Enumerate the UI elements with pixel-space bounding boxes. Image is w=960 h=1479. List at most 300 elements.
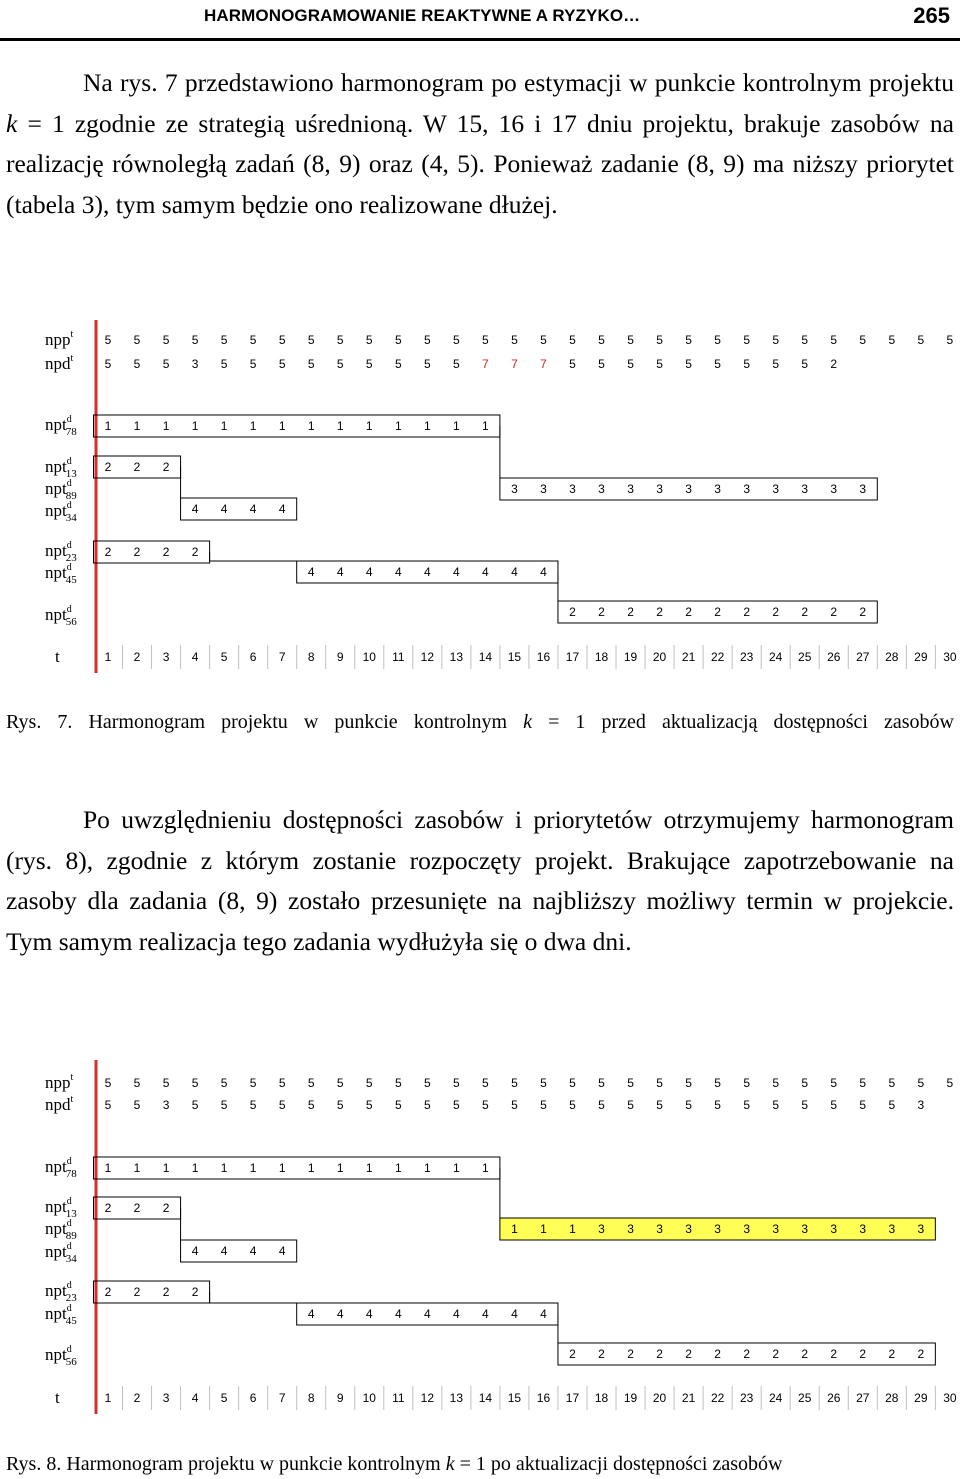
task-56-row-cell: 2	[598, 605, 605, 619]
npp-row-cell: 5	[685, 1076, 692, 1090]
task-78-row-cell: 1	[423, 1161, 431, 1175]
t-tick: 24	[769, 650, 783, 664]
task-56-row-cell: 2	[772, 1347, 780, 1361]
task-89-row-cell: 3	[598, 482, 605, 496]
task-78-row-cell: 1	[307, 419, 315, 433]
npd-row-cell: 3	[191, 357, 199, 371]
npd-row-cell: 5	[307, 357, 315, 371]
npp-row-cell: 5	[162, 1076, 170, 1090]
figure-7-caption-text-b: = 1 przed aktualizacją dostępności zasobów	[532, 711, 954, 733]
task-89-row-cell: 1	[569, 1222, 576, 1236]
npp-row-cell: 5	[423, 1076, 431, 1090]
task-45-row-cell: 4	[307, 565, 315, 579]
npd-row-cell: 5	[569, 1098, 576, 1112]
task-45-row-cell: 4	[365, 1307, 373, 1321]
t-tick: 11	[392, 650, 405, 664]
npd-row-cell: 5	[394, 357, 402, 371]
task-78-row-cell: 1	[220, 419, 228, 433]
npp-row-cell: 5	[307, 1076, 315, 1090]
npd-row-cell: 5	[365, 1098, 373, 1112]
npd-row-cell: 5	[104, 1098, 112, 1112]
task-89-row-cell: 3	[917, 1222, 925, 1236]
task-34-row-cell: 4	[220, 502, 228, 516]
page-header	[0, 0, 960, 40]
npp-row-cell: 5	[482, 333, 489, 347]
task-89-row-cell: 3	[656, 482, 663, 496]
npd-row-cell: 5	[336, 357, 344, 371]
task-45-row-cell: 4	[307, 1307, 315, 1321]
npp-row-cell: 5	[946, 1076, 954, 1090]
npp-label: npp$^t$	[45, 329, 74, 349]
task-78-row-cell: 1	[336, 1161, 344, 1175]
npp-row-cell: 5	[511, 333, 518, 347]
t-tick: 28	[885, 1391, 899, 1405]
npd-row-cell: 5	[656, 357, 663, 371]
npd-row-cell: 5	[598, 357, 605, 371]
npp-row-cell: 5	[772, 333, 780, 347]
task-13-label: npt$^d$ 13	[45, 456, 77, 480]
npp-row-cell: 5	[336, 333, 344, 347]
t-tick: 17	[565, 650, 580, 664]
npd-row-cell: 5	[278, 357, 286, 371]
task-56-row-cell: 2	[830, 1347, 838, 1361]
task-45-row-cell: 4	[511, 565, 518, 579]
schedule-figure-8	[0, 1052, 960, 1432]
task-78-row-bar	[93, 415, 499, 437]
npd-row-cell: 5	[569, 357, 576, 371]
npd-row-cell: 2	[830, 357, 838, 371]
figure-7-caption-k: k	[523, 711, 533, 733]
npp-row-cell: 5	[569, 333, 576, 347]
npp-row-cell: 5	[336, 1076, 344, 1090]
task-78-row-cell: 1	[162, 1161, 170, 1175]
t-tick: 22	[710, 650, 725, 664]
npd-row-cell: 5	[336, 1098, 344, 1112]
task-13-row-cell: 2	[162, 460, 170, 474]
npp-row-cell: 5	[191, 333, 199, 347]
npd-row-cell: 5	[423, 357, 431, 371]
running-title: HARMONOGRAMOWANIE REAKTYWNE A RYZYKO…	[204, 6, 641, 25]
npd-row-cell: 5	[249, 357, 257, 371]
npd-row-cell: 5	[743, 1098, 751, 1112]
figure-8-caption-k: k	[445, 1453, 455, 1475]
paragraph-intro	[6, 63, 954, 225]
npd-row-cell: 5	[133, 1098, 141, 1112]
npd-row-cell: 5	[482, 1098, 489, 1112]
task-56-row-cell: 2	[714, 1347, 721, 1361]
task-34-row-cell: 4	[249, 502, 257, 516]
t-tick: 28	[885, 650, 899, 664]
npp-row-cell: 5	[598, 333, 605, 347]
t-tick: 16	[536, 1391, 551, 1405]
task-89-row-cell: 3	[801, 482, 809, 496]
npp-row-cell: 5	[133, 1076, 141, 1090]
t-tick: 10	[362, 650, 376, 664]
task-45-row-cell: 4	[482, 1307, 489, 1321]
t-tick: 7	[278, 650, 286, 664]
task-34-label: npt$^d$ 34	[45, 1241, 77, 1265]
paragraph-intro-run-1: k	[6, 108, 18, 138]
npp-row-cell: 5	[249, 333, 257, 347]
npp-row-cell: 5	[830, 333, 838, 347]
t-tick: 16	[536, 650, 551, 664]
task-89-row-cell: 3	[888, 1222, 896, 1236]
t-tick: 5	[220, 1391, 228, 1405]
npd-row-cell: 5	[772, 1098, 780, 1112]
task-45-row-cell: 4	[336, 1307, 344, 1321]
npp-row-cell: 5	[627, 1076, 634, 1090]
npp-row-cell: 5	[598, 1076, 605, 1090]
task-78-row-cell: 1	[191, 419, 199, 433]
t-tick: 26	[827, 650, 841, 664]
task-56-row-cell: 2	[917, 1347, 925, 1361]
task-13-row-cell: 2	[162, 1201, 170, 1215]
task-45-row-cell: 4	[336, 565, 344, 579]
t-tick: 12	[420, 1391, 435, 1405]
npd-row-cell: 5	[191, 1098, 199, 1112]
t-tick: 6	[249, 1391, 257, 1405]
t-tick: 30	[943, 650, 957, 664]
npd-row-cell: 3	[917, 1098, 925, 1112]
t-tick: 13	[449, 1391, 464, 1405]
task-23-row-cell: 2	[104, 1285, 112, 1299]
task-78-row-cell: 1	[482, 1161, 489, 1175]
task-78-row-cell: 1	[307, 1161, 315, 1175]
task-89-row-cell: 3	[714, 1222, 721, 1236]
task-56-row-cell: 2	[859, 605, 867, 619]
npp-row-cell: 5	[714, 333, 721, 347]
t-tick: 1	[104, 1391, 112, 1405]
figure-7-caption	[6, 708, 954, 736]
t-tick: 3	[162, 650, 170, 664]
task-45-row-cell: 4	[453, 565, 460, 579]
task-45-row-cell: 4	[540, 565, 547, 579]
npd-row-cell: 5	[220, 1098, 228, 1112]
t-tick: 27	[856, 650, 870, 664]
task-45-row-cell: 4	[511, 1307, 518, 1321]
task-78-label: npt$^d$ 78	[45, 1156, 77, 1180]
task-89-row-cell: 3	[685, 482, 692, 496]
figure-8-label: Rys. 8.	[6, 1453, 62, 1475]
paragraph-intro-run-0: Na rys. 7 przedstawiono harmonogram po estymacji w punkcie kontrolnym projektu	[83, 68, 954, 97]
npp-row-cell: 5	[801, 333, 809, 347]
task-78-row-cell: 1	[133, 419, 141, 433]
schedule-figure-7	[0, 312, 960, 692]
task-45-row-cell: 4	[423, 565, 431, 579]
task-78-row-cell: 1	[423, 419, 431, 433]
task-89-row-cell: 3	[569, 482, 576, 496]
t-tick: 14	[478, 1391, 493, 1405]
figure-7-label: Rys. 7.	[6, 711, 73, 733]
t-tick: 24	[769, 1391, 783, 1405]
task-23-label: npt$^d$ 23	[45, 1280, 77, 1304]
t-tick: 10	[362, 1391, 376, 1405]
task-78-row-cell: 1	[278, 419, 286, 433]
npd-row-cell: 5	[888, 1098, 896, 1112]
npd-row-cell: 7	[511, 357, 518, 371]
t-tick: 22	[710, 1391, 725, 1405]
npd-row-cell: 5	[801, 357, 809, 371]
task-56-row-cell: 2	[627, 605, 634, 619]
task-78-row-cell: 1	[394, 419, 402, 433]
npp-row-cell: 5	[627, 333, 634, 347]
task-34-row-cell: 4	[191, 1244, 199, 1258]
task-56-row-cell: 2	[714, 605, 721, 619]
task-78-row-cell: 1	[453, 419, 460, 433]
task-45-row-cell: 4	[394, 565, 402, 579]
npd-row-cell: 5	[365, 357, 373, 371]
t-tick: 11	[392, 1391, 405, 1405]
header-rule	[0, 38, 960, 41]
task-89-row-cell: 3	[627, 1222, 634, 1236]
task-34-row-cell: 4	[220, 1244, 228, 1258]
npd-row-cell: 5	[714, 1098, 721, 1112]
task-89-row-cell: 3	[859, 1222, 867, 1236]
t-tick: 23	[739, 650, 754, 664]
npd-row-cell: 5	[656, 1098, 663, 1112]
task-56-row-cell: 2	[569, 605, 576, 619]
task-89-row-cell: 3	[830, 482, 838, 496]
t-tick: 29	[914, 650, 928, 664]
npp-row-cell: 5	[569, 1076, 576, 1090]
t-tick: 3	[162, 1391, 170, 1405]
t-tick: 21	[681, 1391, 696, 1405]
npp-row-cell: 5	[220, 333, 228, 347]
npp-row-cell: 5	[278, 333, 286, 347]
task-13-row-cell: 2	[104, 460, 112, 474]
task-78-row-cell: 1	[249, 1161, 257, 1175]
task-23-row-cell: 2	[162, 1285, 170, 1299]
npp-row-cell: 5	[917, 1076, 925, 1090]
npp-row-cell: 5	[540, 333, 547, 347]
npp-row-cell: 5	[714, 1076, 721, 1090]
npp-row-cell: 5	[540, 1076, 547, 1090]
paragraph-after-update: Po uwzględnieniu dostępności zasobów i priorytetów otrzymujemy harmonogram (rys. 8), zgodnie z którym zostanie rozpoczęty projekt. Brakujące zapotrzebowanie na zasoby dla zadania (8, 9) zostało przesunięte na najbliższy możliwy termin w projekcie. Tym samym realizacja tego zadania wydłużyła się o dwa dni.	[6, 805, 954, 956]
t-tick: 14	[478, 650, 493, 664]
task-56-row-cell: 2	[598, 1347, 605, 1361]
npp-row-cell: 5	[946, 333, 954, 347]
task-34-row-cell: 4	[278, 502, 286, 516]
npd-row-cell: 3	[162, 1098, 170, 1112]
t-tick: 18	[594, 1391, 609, 1405]
task-56-row-cell: 2	[743, 605, 751, 619]
npd-row-cell: 5	[859, 1098, 867, 1112]
npp-row-cell: 5	[249, 1076, 257, 1090]
task-56-row-cell: 2	[656, 1347, 663, 1361]
t-label: t	[55, 1388, 60, 1407]
npp-row-cell: 5	[307, 333, 315, 347]
npp-row-cell: 5	[511, 1076, 518, 1090]
task-89-row-cell: 3	[540, 482, 547, 496]
npp-row-cell: 5	[278, 1076, 286, 1090]
task-78-row-cell: 1	[133, 1161, 141, 1175]
npp-row-cell: 5	[888, 1076, 896, 1090]
npd-row-cell: 5	[540, 1098, 547, 1112]
task-78-row-cell: 1	[336, 419, 344, 433]
page-number: 265	[913, 3, 950, 28]
figure-8-caption-text-a: Harmonogram projektu w punkcie kontrolnym	[66, 1453, 446, 1475]
npd-row-cell: 5	[801, 1098, 809, 1112]
t-tick: 9	[336, 1391, 344, 1405]
npp-row-cell: 5	[656, 1076, 663, 1090]
npp-row-cell: 5	[859, 1076, 867, 1090]
task-56-row-cell: 2	[656, 605, 663, 619]
t-tick: 4	[191, 1391, 199, 1405]
npd-row-cell: 5	[162, 357, 170, 371]
task-89-row-cell: 3	[830, 1222, 838, 1236]
task-45-row-cell: 4	[423, 1307, 431, 1321]
npp-row-cell: 5	[453, 333, 460, 347]
task-45-row-cell: 4	[482, 565, 489, 579]
t-tick: 29	[914, 1391, 928, 1405]
t-tick: 25	[798, 650, 812, 664]
npd-row-cell: 5	[133, 357, 141, 371]
npp-row-cell: 5	[162, 333, 170, 347]
npd-label: npd$^t$	[45, 353, 74, 373]
t-tick: 18	[594, 650, 609, 664]
t-tick: 26	[827, 1391, 841, 1405]
figure-8-caption-text-b: = 1 po aktualizacji dostępności zasobów	[454, 1453, 783, 1475]
task-56-row-cell: 2	[685, 1347, 692, 1361]
npd-row-cell: 5	[743, 357, 751, 371]
t-tick: 8	[307, 650, 315, 664]
task-89-row-cell: 1	[540, 1222, 547, 1236]
task-45-row-cell: 4	[394, 1307, 402, 1321]
task-34-row-cell: 4	[191, 502, 199, 516]
t-tick: 15	[507, 650, 522, 664]
npd-row-cell: 5	[453, 357, 460, 371]
task-89-row-cell: 3	[859, 482, 867, 496]
task-89-label: npt$^d$ 89	[45, 478, 77, 502]
task-89-row-cell: 3	[772, 482, 780, 496]
t-tick: 12	[420, 650, 435, 664]
task-78-row-cell: 1	[162, 419, 170, 433]
task-89-row-cell: 3	[743, 1222, 751, 1236]
task-45-label: npt$^d$ 45	[45, 1303, 77, 1327]
t-tick: 17	[565, 1391, 580, 1405]
task-78-row-cell: 1	[104, 1161, 112, 1175]
task-34-label: npt$^d$ 34	[45, 500, 77, 524]
task-78-row-cell: 1	[191, 1161, 199, 1175]
t-tick: 30	[943, 1391, 957, 1405]
npd-row-cell: 5	[104, 357, 112, 371]
task-89-row-cell: 3	[598, 1222, 605, 1236]
npd-row-cell: 5	[714, 357, 721, 371]
task-56-row-cell: 2	[772, 605, 780, 619]
npp-row-cell: 5	[133, 333, 141, 347]
t-tick: 5	[220, 650, 228, 664]
task-78-row-cell: 1	[365, 1161, 373, 1175]
npd-row-cell: 5	[685, 1098, 692, 1112]
npd-row-cell: 5	[685, 357, 692, 371]
task-23-row-cell: 2	[191, 1285, 199, 1299]
t-tick: 21	[681, 650, 696, 664]
task-56-row-cell: 2	[859, 1347, 867, 1361]
npd-row-cell: 7	[540, 357, 547, 371]
npp-row-cell: 5	[453, 1076, 460, 1090]
task-56-row-cell: 2	[743, 1347, 751, 1361]
task-56-row-cell: 2	[685, 605, 692, 619]
figure-8-caption	[6, 1450, 954, 1478]
t-tick: 23	[739, 1391, 754, 1405]
precedence-connector	[210, 1292, 297, 1303]
npp-row-cell: 5	[365, 333, 373, 347]
task-78-row-cell: 1	[365, 419, 373, 433]
npd-row-cell: 5	[598, 1098, 605, 1112]
task-13-label: npt$^d$ 13	[45, 1196, 77, 1220]
task-56-row-cell: 2	[627, 1347, 634, 1361]
task-23-row-cell: 2	[162, 545, 170, 559]
task-89-row-cell: 3	[743, 482, 751, 496]
npp-row-cell: 5	[365, 1076, 373, 1090]
npp-row-cell: 5	[191, 1076, 199, 1090]
task-34-row-cell: 4	[249, 1244, 257, 1258]
npd-row-cell: 5	[278, 1098, 286, 1112]
task-78-row-cell: 1	[249, 419, 257, 433]
t-label: t	[55, 647, 60, 666]
t-tick: 13	[449, 650, 464, 664]
task-56-row-cell: 2	[830, 605, 838, 619]
task-56-label: npt$^d$ 56	[45, 604, 77, 628]
npp-row-cell: 5	[394, 1076, 402, 1090]
npd-label: npd$^t$	[45, 1094, 74, 1114]
npd-row-cell: 5	[830, 1098, 838, 1112]
task-78-row-cell: 1	[220, 1161, 228, 1175]
task-23-row-cell: 2	[133, 1285, 141, 1299]
task-45-row-cell: 4	[365, 565, 373, 579]
npp-row-cell: 5	[801, 1076, 809, 1090]
task-78-row-bar	[93, 1157, 499, 1179]
task-78-row-cell: 1	[278, 1161, 286, 1175]
t-tick: 7	[278, 1391, 286, 1405]
task-23-row-cell: 2	[104, 545, 112, 559]
npd-row-cell: 5	[772, 357, 780, 371]
npp-row-cell: 5	[772, 1076, 780, 1090]
figure-7-caption-text-a: Harmonogram projektu w punkcie kontrolnym	[88, 711, 524, 733]
t-tick: 2	[133, 1391, 141, 1405]
npp-row-cell: 5	[104, 1076, 112, 1090]
t-tick: 9	[336, 650, 344, 664]
task-89-row-cell: 3	[714, 482, 721, 496]
npp-row-cell: 5	[743, 1076, 751, 1090]
task-45-label: npt$^d$ 45	[45, 562, 77, 586]
task-78-row-cell: 1	[453, 1161, 460, 1175]
npp-row-cell: 5	[104, 333, 112, 347]
npd-row-cell: 5	[511, 1098, 518, 1112]
task-45-row-cell: 4	[453, 1307, 460, 1321]
t-tick: 20	[652, 1391, 667, 1405]
task-78-row-cell: 1	[394, 1161, 402, 1175]
npp-row-cell: 5	[888, 333, 896, 347]
npp-row-cell: 5	[743, 333, 751, 347]
task-13-row-cell: 2	[104, 1201, 112, 1215]
task-89-row-cell: 1	[511, 1222, 518, 1236]
npd-row-cell: 7	[482, 357, 489, 371]
task-45-row-cell: 4	[540, 1307, 547, 1321]
npp-row-cell: 5	[220, 1076, 228, 1090]
task-89-row-cell: 3	[685, 1222, 692, 1236]
t-tick: 20	[652, 650, 667, 664]
t-tick: 4	[191, 650, 199, 664]
npd-row-cell: 5	[627, 1098, 634, 1112]
task-56-row-cell: 2	[569, 1347, 576, 1361]
task-89-row-cell: 3	[627, 482, 634, 496]
npd-row-cell: 5	[453, 1098, 460, 1112]
npd-row-cell: 5	[249, 1098, 257, 1112]
npd-row-cell: 5	[423, 1098, 431, 1112]
task-23-row-cell: 2	[133, 545, 141, 559]
npp-row-cell: 5	[482, 1076, 489, 1090]
